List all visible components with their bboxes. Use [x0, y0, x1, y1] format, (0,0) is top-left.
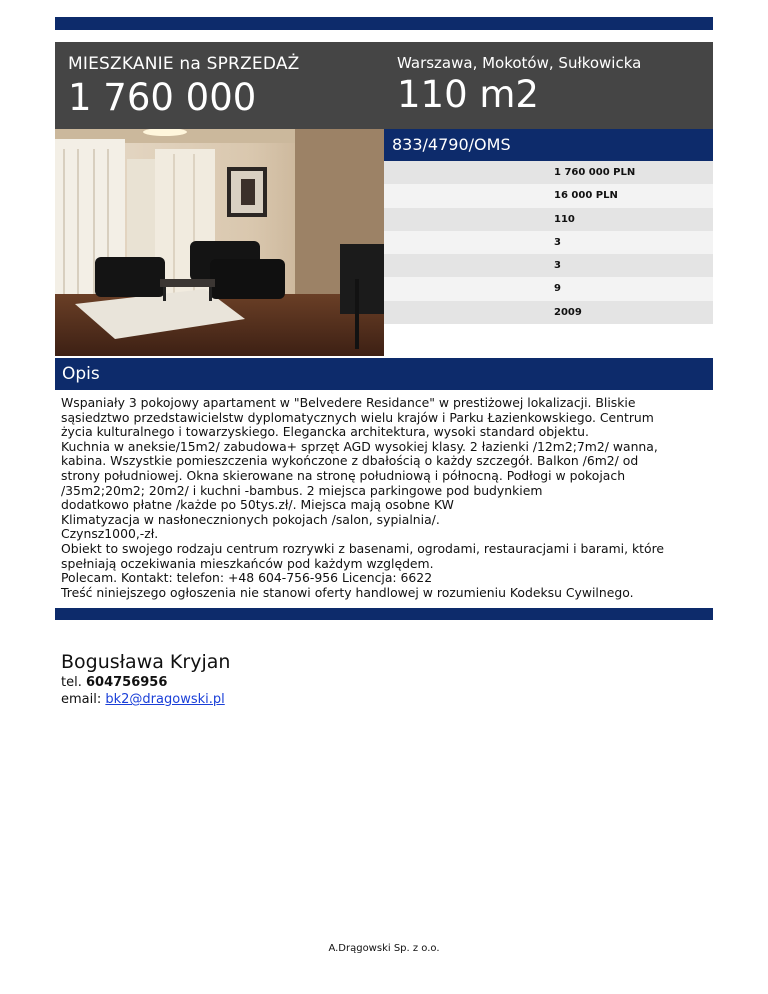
agent-contact: [61, 650, 230, 708]
phone-number: 604756956: [85, 675, 168, 690]
agent-name: Bogusława Kryjan: [61, 651, 231, 673]
reference-number: 833/4790/OMS: [384, 129, 713, 161]
description-line: kabina. Wszystkie pomieszczenia wykończone z dbałością o każdy szczegół. Balkon /6m2/ od: [61, 453, 639, 469]
description-line: Polecam. Kontakt: telefon: +48 604-756-956 Licencja: 6622: [61, 570, 433, 586]
description-text: [61, 396, 711, 600]
bottom-divider-bar: [55, 608, 713, 620]
header-right: [397, 54, 641, 115]
description-line: Klimatyzacja w nasłonecznionych pokojach /salon, sypialnia/.: [61, 511, 440, 527]
description-heading: Opis: [55, 358, 713, 390]
description-line: Wspaniały 3 pokojowy apartament w "Belvedere Residance" w prestiżowej lokalizacji. Bliskie: [61, 395, 636, 410]
area-headline: 110 m2: [397, 73, 539, 116]
location: Warszawa, Mokotów, Sułkowicka: [397, 54, 642, 72]
description-line: sąsiedztwo przedstawicielstw dyplomatycznych wielu krajów i Parku Łazienkowskiego. Centrum: [61, 409, 654, 425]
top-divider-bar: [55, 17, 713, 30]
detail-year: 2009: [384, 301, 713, 324]
description-line: Obiekt to swojego rodzaju centrum rozrywki z basenami, ogrodami, restauracjami i barami, które: [61, 540, 665, 556]
detail-floors-total: 9: [384, 277, 713, 300]
description-line: /35m2;20m2; 20m2/ i kuchni -bambus. 2 miejsca parkingowe pod budynkiem: [61, 482, 543, 498]
phone-label: tel.: [61, 675, 82, 690]
property-photo: [55, 129, 384, 356]
description-line: życia kulturalnego i towarzyskiego. Elegancka architektura, wysoki standard objektu.: [61, 424, 589, 440]
detail-area: 110: [384, 208, 713, 231]
description-line: Kuchnia w aneksie/15m2/ zabudowa+ sprzęt AGD wysokiej klasy. 2 łazienki /12m2;7m2/ wanna,: [61, 438, 658, 454]
price-headline: 1 760 000: [68, 76, 257, 119]
description-line: Treść niniejszego ogłoszenia nie stanowi oferty handlowej w rozumieniu Kodeksu Cywilnego.: [61, 584, 634, 600]
agent-phone-line: [61, 674, 230, 691]
email-link[interactable]: bk2@dragowski.pl: [105, 692, 225, 707]
description-line: dodatkowo płatne /każde po 50tys.zł/. Miejsca mają osobne KW: [61, 497, 454, 513]
detail-price: 1 760 000 PLN: [384, 161, 713, 184]
description-line: spełniają oczekiwania mieszkańców pod każdym względem.: [61, 555, 434, 571]
email-label: email:: [61, 692, 102, 707]
detail-floor: 3: [384, 254, 713, 277]
description-line: strony południowej. Okna skierowane na stronę południową i północną. Podłogi w pokojach: [61, 467, 626, 483]
footer-company: A.Drągowski Sp. z o.o.: [328, 943, 440, 954]
detail-rent: 16 000 PLN: [384, 184, 713, 207]
details-table: [384, 161, 713, 324]
listing-header: [55, 42, 713, 129]
description-line: Czynsz1000,-zł.: [61, 526, 159, 542]
agent-email-line: [61, 691, 230, 708]
property-type: MIESZKANIE na SPRZEDAŻ: [68, 54, 300, 74]
header-left: [68, 54, 300, 118]
detail-rooms: 3: [384, 231, 713, 254]
